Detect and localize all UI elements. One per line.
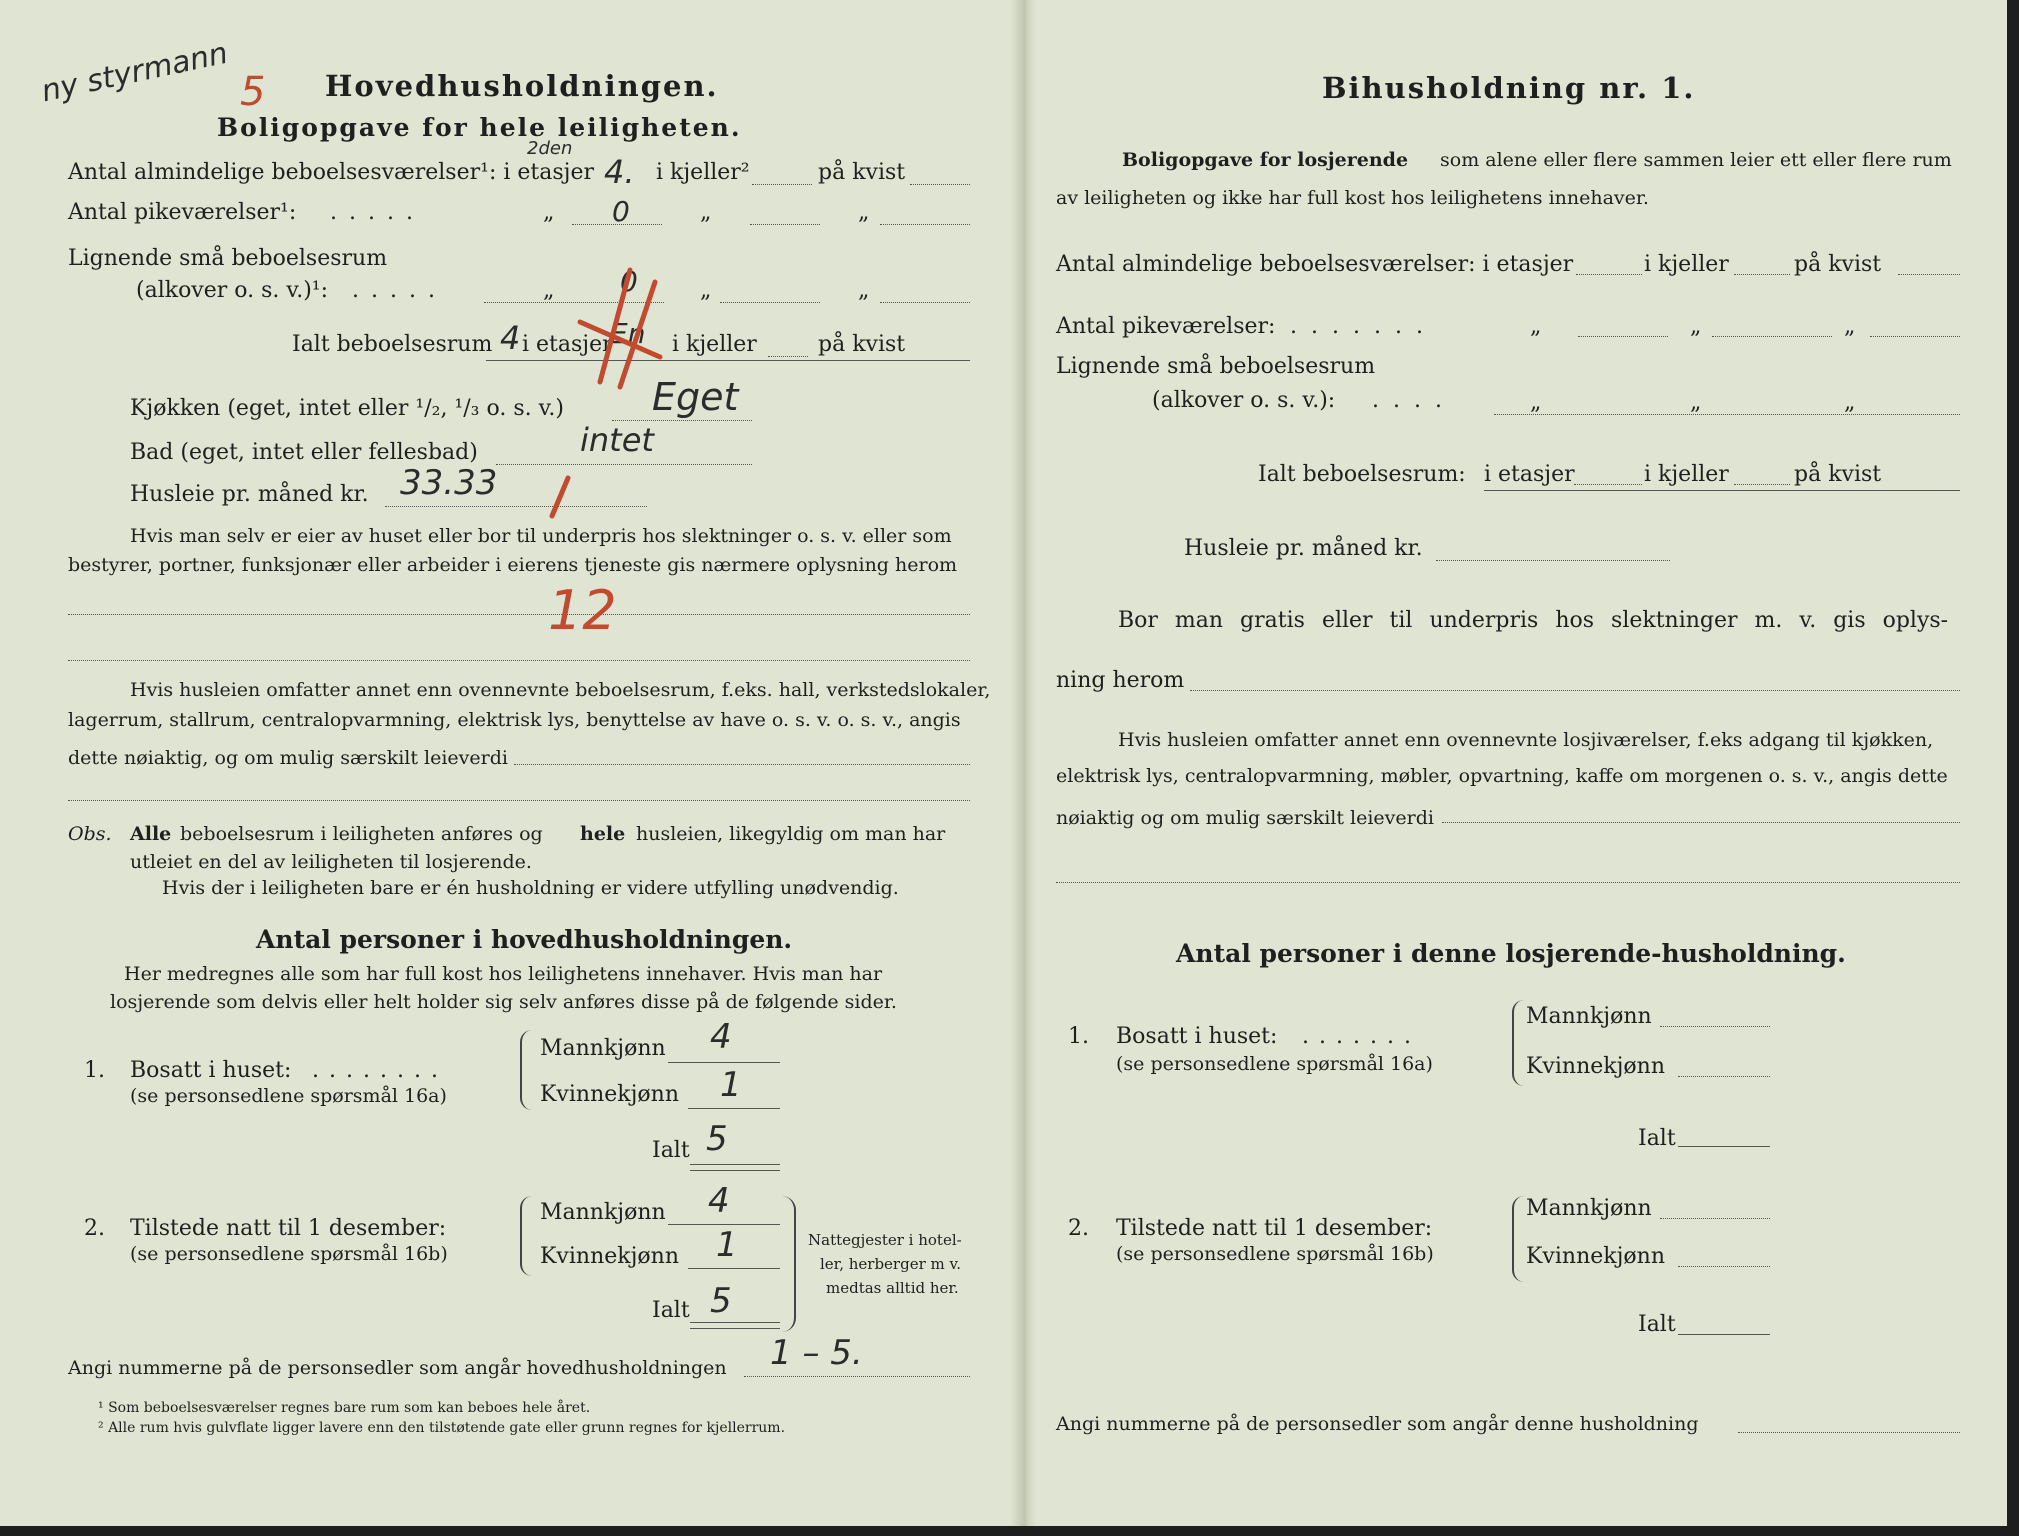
lodger-intro-2: av leiligheten og ikke har full kost hos leilighetens innehaver. xyxy=(1056,187,1649,209)
q2-present-sub: (se personsedlene spørsmål 16b) xyxy=(130,1243,448,1265)
kitchen-label: Kjøkken (eget, intet eller ¹/₂, ¹/₃ o. s. v.) xyxy=(130,396,564,421)
footnote-1: ¹ Som beboelsesværelser regnes bare rum som kan beboes hele året. xyxy=(98,1400,591,1416)
bath-label: Bad (eget, intet eller fellesbad) xyxy=(130,440,478,465)
r-total-kvist: på kvist xyxy=(1794,462,1882,487)
r-total-rooms-label: Ialt beboelsesrum: xyxy=(1258,462,1466,487)
r-persons-title: Antal personer i denne losjerende-husholdning. xyxy=(1176,939,1846,968)
persons-text-1: Her medregnes alle som har full kost hos leilighetens innehaver. Hvis man har xyxy=(124,963,883,985)
r-maid-rooms-label: Antal pikeværelser: xyxy=(1056,314,1276,339)
r-free-text-2: ning herom xyxy=(1056,668,1185,693)
q2-male-value: 4 xyxy=(708,1181,730,1221)
r-q2-male-label: Mannkjønn xyxy=(1526,1196,1652,1221)
person-numbers-value: 1 – 5. xyxy=(770,1333,863,1373)
r-person-numbers-label: Angi nummerne på de personsedler som angår denne husholdning xyxy=(1056,1413,1699,1435)
total-etasjer-label: i etasjer xyxy=(522,332,613,357)
main-title: Hovedhusholdningen. xyxy=(325,69,719,103)
red-handwritten-number: 12 xyxy=(548,579,617,642)
margin-note: ny styrmann xyxy=(38,35,231,110)
r-q1-resident-label: Bosatt i huset: xyxy=(1116,1024,1278,1049)
r-alcove-label-2: (alkover o. s. v.): xyxy=(1152,388,1336,413)
census-form-page: ny styrmann 5 Hovedhusholdningen. Boligopgave for hele leiligheten. Antal almindelige beboelsesværelser¹: i etasjer 2den 4. i kjeller² på kvist Antal pikeværelser¹: ..... „ 0 „ „ Lignende små beboelsesrum (alkover o. s. v.)¹: ..... „ 0 „ „ Ialt beboelsesrum 4 i etasjer En i kjeller på kvist Kjøkken (eget, intet eller ¹/₂, ¹/₃ o. s. v.) Eget Bad (eget, intet eller fellesbad) intet Husleie pr. måned kr. 33.33 Hvis man selv er eier av huset eller bor til underpris hos slektninger o. s. v. eller som bestyrer, portner, funksjonær eller arbeider i eierens tjeneste gis nærmere oplysning herom 12 Hvis husleien omfatter annet enn ovennevnte beboelsesrum, f.eks. hall, verkstedslokaler, lagerrum, stallrum, centralopvarmning, elektrisk lys, benyttelse av have o. s. v. o. s. v., angis dette nøiaktig, og om mulig særskilt leieverdi Obs. Alle beboelsesrum i leiligheten anføres og hele husleien, likegyldig om man har utleiet en del av leiligheten til losjerende. Hvis der i leiligheten bare er én husholdning er videre utfylling unødvendig. Antal personer i hovedhusholdningen. Her medregnes alle som har full kost hos leilighetens innehaver. Hvis man har losjerende som delvis eller helt holder sig selv anføres disse på de følgende sider. 1. Bosatt i huset: ........ (se personsedlene spørsmål 16a) Mannkjønn 4 Kvinnekjønn 1 Ialt 5 2. Tilstede natt til 1 desember: (se personsedlene spørsmål 16b) Mannkjønn 4 Kvinnekjønn 1 Ialt 5 Nattegjester i hotel- ler, herberger m v. medtas alltid her. Angi nummerne på de personsedler som angår hovedhusholdningen 1 – 5. ¹ Som beboelsesværelser regnes bare rum som kan beboes hele året. ² Alle rum hvis gulvflate ligger lavere enn den tilstøtende gate eller grunn regnes for kjellerrum. Bihusholdning nr. 1. Boligopgave for losjerende som alene eller flere sammen leier ett eller flere rum av leiligheten og ikke har full kost hos leilighetens innehaver. Antal almindelige beboelsesværelser: i etasjer i kjeller på kvist Antal pikeværelser: ....... „ „ „ Lignende små beboelsesrum (alkover o. s. v.): .... „ „ „ Ialt beboelsesrum: i etasjer i kjeller på kvist Husleie pr. måned kr. Bor man gratis eller til underpris hos slektninger m. v. gis oplys- ning herom Hvis husleien omfatter annet enn ovennevnte losjiværelser, f.eks adgang til kjøkken, elektrisk lys, centralopvarmning, møbler, opvartning, kaffe om morgenen o. s. v., angis dette nøiaktig og om mulig særskilt leieverdi Antal personer i denne losjerende-husholdning. 1. Bosatt i huset: ....... (se personsedlene spørsmål 16a) Mannkjønn Kvinnekjønn Ialt 2. Tilstede natt til 1 desember: (se personsedlene spørsmål 16b) Mannkjønn Kvinnekjønn Ialt Angi nummerne på de personsedler som angår denne husholdning xyxy=(0,0,2019,1536)
obs-text-3: Hvis der i leiligheten bare er én husholdning er videre utfylling unødvendig. xyxy=(162,877,899,899)
r-alcove-label-1: Lignende små beboelsesrum xyxy=(1056,354,1376,379)
alcove-label-2: (alkover o. s. v.)¹: xyxy=(136,278,329,303)
total-kvist-label: på kvist xyxy=(818,332,906,357)
q1-female-value: 1 xyxy=(720,1065,742,1105)
q2-present-label: Tilstede natt til 1 desember: xyxy=(130,1216,447,1241)
red-tick-mark xyxy=(540,474,580,520)
obs-text-2: utleiet en del av leiligheten til losjerende. xyxy=(130,851,532,873)
persons-text-2: losjerende som delvis eller helt holder sig selv anføres disse på de følgende sider. xyxy=(110,991,897,1013)
r-free-text-1: Bor man gratis eller til underpris hos slektninger m. v. gis oplys- xyxy=(1118,608,1949,633)
rent-label: Husleie pr. måned kr. xyxy=(130,482,369,507)
r-q2-present-sub: (se personsedlene spørsmål 16b) xyxy=(1116,1243,1434,1265)
r-rent-label: Husleie pr. måned kr. xyxy=(1184,536,1423,561)
q1-female-label: Kvinnekjønn xyxy=(540,1082,679,1107)
rooms-kjeller-label: i kjeller² xyxy=(656,160,750,185)
total-kjeller-label: i kjeller xyxy=(672,332,757,357)
scan-edge-right xyxy=(2007,0,2019,1536)
etasje-note: 2den xyxy=(527,138,573,159)
r-rooms-kvist: på kvist xyxy=(1794,252,1882,277)
r-rooms-label: Antal almindelige beboelsesværelser: i etasjer xyxy=(1056,252,1574,277)
r-q1-total-label: Ialt xyxy=(1638,1126,1676,1151)
rooms-etasje-value: 4. xyxy=(604,153,635,191)
q2-note-1: Nattegjester i hotel- xyxy=(808,1231,962,1249)
q1-total-label: Ialt xyxy=(652,1138,690,1163)
q2-female-label: Kvinnekjønn xyxy=(540,1244,679,1269)
r-total-kjeller: i kjeller xyxy=(1644,462,1729,487)
total-etasjer-value: En xyxy=(610,317,646,350)
rent-value: 33.33 xyxy=(400,463,498,503)
kitchen-value: Eget xyxy=(652,375,739,419)
q1-total-value: 5 xyxy=(706,1119,728,1159)
person-numbers-label: Angi nummerne på de personsedler som angår hovedhusholdningen xyxy=(68,1357,727,1379)
total-rooms-value: 4 xyxy=(500,319,521,357)
rooms-label: Antal almindelige beboelsesværelser¹: i etasjer xyxy=(68,160,595,185)
main-subtitle: Boligopgave for hele leiligheten. xyxy=(217,113,742,142)
q2-male-label: Mannkjønn xyxy=(540,1200,666,1225)
r-q2-female-label: Kvinnekjønn xyxy=(1526,1244,1665,1269)
maid-rooms-label: Antal pikeværelser¹: xyxy=(68,200,297,225)
r-covers-text-1: Hvis husleien omfatter annet enn ovennevnte losjiværelser, f.eks adgang til kjøkken, xyxy=(1118,729,1934,751)
r-rooms-kjeller: i kjeller xyxy=(1644,252,1729,277)
scan-edge-bottom xyxy=(0,1526,2019,1536)
r-total-etasjer: i etasjer xyxy=(1484,462,1575,487)
footnote-2: ² Alle rum hvis gulvflate ligger lavere enn den tilstøtende gate eller grunn regnes for kjellerrum. xyxy=(98,1420,786,1436)
r-q1-male-label: Mannkjønn xyxy=(1526,1004,1652,1029)
bath-value: intet xyxy=(580,421,654,459)
q2-note-2: ler, herberger m v. xyxy=(820,1255,961,1273)
owner-text-2: bestyrer, portner, funksjonær eller arbeider i eierens tjeneste gis nærmere oplysning herom xyxy=(68,554,958,576)
rooms-kvist-label: på kvist xyxy=(818,160,906,185)
lodger-intro-1: som alene eller flere sammen leier ett eller flere rum xyxy=(1440,149,1952,171)
r-q2-present-label: Tilstede natt til 1 desember: xyxy=(1116,1216,1433,1241)
q1-resident-label: Bosatt i huset: xyxy=(130,1058,292,1083)
maid-rooms-value: 0 xyxy=(612,195,630,228)
r-covers-text-3: nøiaktig og om mulig særskilt leieverdi xyxy=(1056,807,1434,829)
red-strike-mark xyxy=(560,262,670,392)
total-rooms-label: Ialt beboelsesrum xyxy=(292,332,493,357)
red-number-mark: 5 xyxy=(240,69,266,115)
persons-title: Antal personer i hovedhusholdningen. xyxy=(256,925,793,954)
sub-household-title: Bihusholdning nr. 1. xyxy=(1322,71,1696,105)
covers-text-2: lagerrum, stallrum, centralopvarmning, elektrisk lys, benyttelse av have o. s. v. o. s. v., angis xyxy=(68,709,961,731)
q1-male-value: 4 xyxy=(710,1017,732,1057)
obs-label: Obs. xyxy=(68,823,112,845)
q2-total-label: Ialt xyxy=(652,1298,690,1323)
lodger-intro-bold: Boligopgave for losjerende xyxy=(1122,149,1409,171)
r-q2-total-label: Ialt xyxy=(1638,1312,1676,1337)
owner-text-1: Hvis man selv er eier av huset eller bor til underpris hos slektninger o. s. v. eller som xyxy=(130,525,952,547)
q2-female-value: 1 xyxy=(716,1225,738,1265)
q1-male-label: Mannkjønn xyxy=(540,1036,666,1061)
r-q1-resident-sub: (se personsedlene spørsmål 16a) xyxy=(1116,1053,1433,1075)
r-covers-text-2: elektrisk lys, centralopvarmning, møbler, opvartning, kaffe om morgenen o. s. v., angis dette xyxy=(1056,765,1948,787)
covers-text-1: Hvis husleien omfatter annet enn ovennevnte beboelsesrum, f.eks. hall, verkstedslokaler, xyxy=(130,679,991,701)
covers-text-3: dette nøiaktig, og om mulig særskilt leieverdi xyxy=(68,747,508,769)
q2-note-3: medtas alltid her. xyxy=(826,1279,959,1297)
page-fold xyxy=(1010,0,1036,1536)
q2-total-value: 5 xyxy=(710,1281,732,1321)
q1-resident-sub: (se personsedlene spørsmål 16a) xyxy=(130,1085,447,1107)
alcove-label-1: Lignende små beboelsesrum xyxy=(68,246,388,271)
alcove-value: 0 xyxy=(620,265,638,298)
r-q1-female-label: Kvinnekjønn xyxy=(1526,1054,1665,1079)
